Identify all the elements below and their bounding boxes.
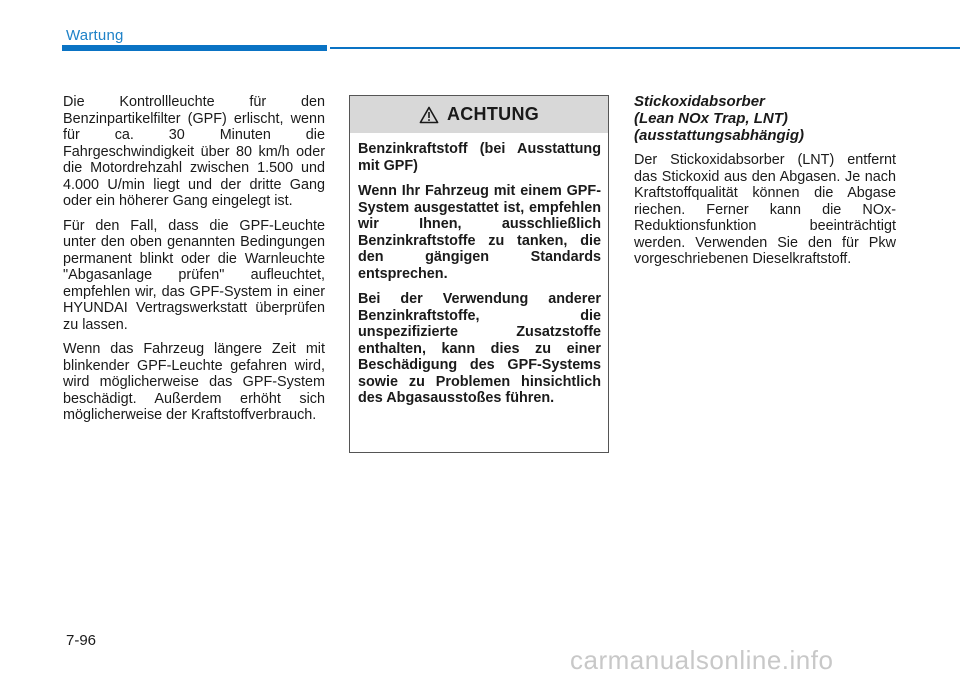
paragraph: Der Stickoxidabsorber (LNT) entfernt das Stickoxid aus den Abgasen. Je nach Kraftstoffqualität können die Abgase riechen. Ferner kann die NOx-Reduktionsfunktion beeinträchtigt werden. Verwenden Sie den für Pkw vorgeschriebenen Dieselkraftstoff. [634, 152, 896, 267]
watermark: carmanualsonline.info [570, 645, 834, 675]
right-column [634, 152, 896, 276]
warning-triangle-icon [419, 106, 439, 124]
warning-paragraph: Benzinkraftstoff (bei Ausstattung mit GPF) [358, 141, 601, 174]
header-bar-thick [62, 45, 327, 51]
header-bar-thin [330, 47, 960, 49]
paragraph: Wenn das Fahrzeug längere Zeit mit blinkender GPF-Leuchte gefahren wird, wird möglicherweise das GPF-System beschädigt. Außerdem erhöht sich möglicherweise der Kraftstoffverbrauch. [63, 341, 325, 423]
warning-paragraph: Wenn Ihr Fahrzeug mit einem GPF-System ausgestattet ist, empfehlen wir Ihnen, ausschließlich Benzinkraftstoffe zu tanken, die den gängigen Standards entsprechen. [358, 183, 601, 282]
paragraph: Für den Fall, dass die GPF-Leuchte unter den oben genannten Bedingungen permanent blinkt oder die Warnleuchte "Abgasanlage prüfen" aufleuchtet, empfehlen wir, das GPF-System in einer HYUNDAI Vertragswerkstatt überprüfen zu lassen. [63, 217, 325, 333]
warning-box [349, 95, 609, 453]
page-number: 7-96 [66, 632, 97, 649]
heading-line: (Lean NOx Trap, LNT) [634, 110, 788, 127]
paragraph: Die Kontrollleuchte für den Benzinpartikelfilter (GPF) erlischt, wenn für ca. 30 Minuten die Fahrgeschwindigkeit über 80 km/h oder die Motordrehzahl zwischen 1.500 und 4.000 U/min liegt und der dritte Gang oder ein höherer Gang eingelegt ist. [63, 94, 325, 209]
heading-line: (ausstattungsabhängig) [634, 127, 805, 144]
right-column-heading [634, 93, 904, 144]
warning-title: ACHTUNG [446, 104, 540, 124]
warning-header [350, 96, 608, 133]
left-column [63, 94, 325, 432]
heading-line: Stickoxidabsorber [634, 93, 765, 110]
section-title: Wartung [66, 27, 124, 44]
warning-body [350, 133, 608, 407]
warning-paragraph: Bei der Verwendung anderer Benzinkraftstoffe, die unspezifizierte Zusatzstoffe enthalten, kann dies zu einer Beschädigung des GPF-Systems sowie zu Problemen hinsichtlich des Abgasausstoßes führen. [358, 291, 601, 406]
